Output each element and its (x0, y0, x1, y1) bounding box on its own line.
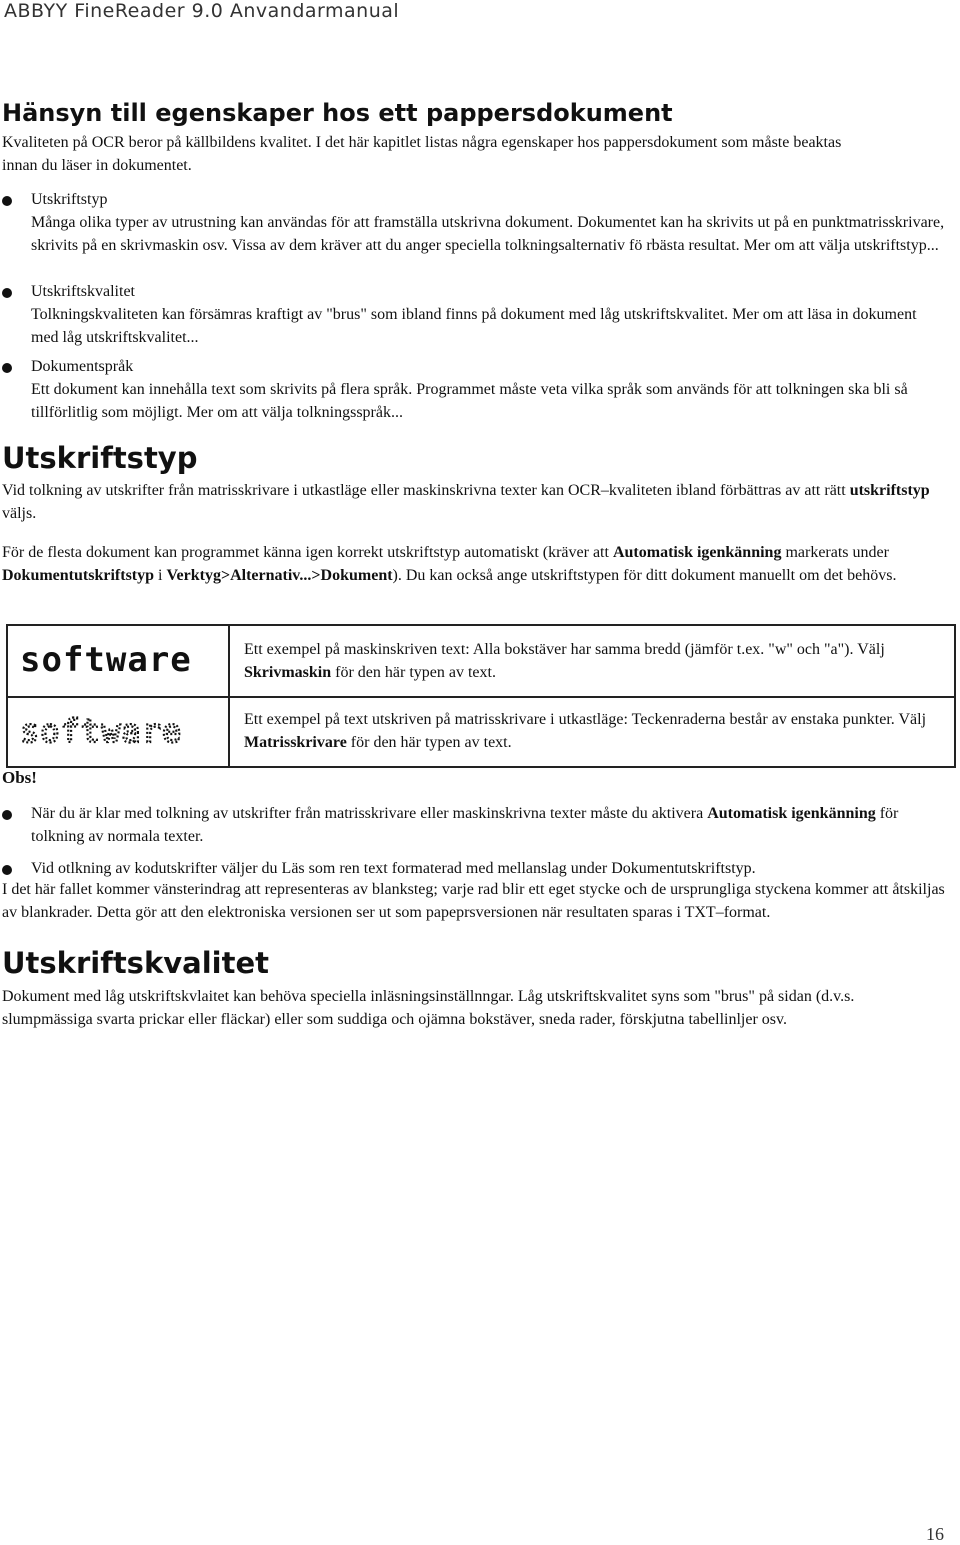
section-heading-paper-properties: Hänsyn till egenskaper hos ett pappersdokument (2, 99, 673, 127)
bold-term: Automatisk igenkänning (707, 805, 876, 822)
plain-text-paragraph: I det här fallet kommer vänsterindrag att representeras av blanksteg; varje rad blir ett eget stycke och de ursprungliga styckena kommer att åtskiljas av blankrader. Detta gör att den elektroniska versionen ser ut som papeprsversionen när resultaten sparas i TXT–format. (2, 881, 945, 921)
print-type-paragraph-1: Vid tolkning av utskrifter från matrisskrivare i utkastläge eller maskinskrivna texter kan OCR–kvaliteten ibland förbättras av att rätt utskriftstyp väljs. (2, 482, 930, 522)
bullet-title[interactable]: Utskriftskvalitet (31, 283, 135, 300)
example-description: Ett exempel på text utskriven på matrisskrivare i utkastläge: Teckenraderna består av enstaka punkter. Välj Matrisskrivare för den här typen av text. (244, 711, 927, 751)
bold-term: Verktyg>Alternativ...>Dokument (166, 567, 393, 584)
intro-line-1: Kvaliteten på OCR beror på källbildens kvalitet. I det här kapitlet listas några egenskaper hos pappersdokument som måste beaktas (2, 134, 842, 151)
document-header-title: ABBYY FineReader 9.0 Anvandarmanual (4, 0, 400, 22)
section-heading-print-type: Utskriftstyp (2, 441, 198, 475)
example-row-dot-matrix (8, 698, 954, 768)
bold-term: utskriftstyp (849, 482, 930, 499)
bold-term: Skrivmaskin (244, 664, 332, 681)
bold-term: Matrisskrivare (244, 734, 347, 751)
page-number: 16 (926, 1524, 944, 1544)
bullet-dot (2, 865, 12, 875)
note-bullet-code-printouts: Vid otlkning av kodutskrifter väljer du Läs som ren text formaterad med mellanslag under Dokumentutskriftstyp. (2, 857, 947, 880)
bullet-dot (2, 810, 12, 820)
bullet-document-language (2, 355, 947, 424)
bold-term: Automatisk igenkänning (612, 544, 782, 561)
bullet-text: Många olika typer av utrustning kan användas för att framställa utskrivna dokument. Dokumentet kan ha skrivits ut på en punktmatrisskrivare, skrivits på en skrivmaskin osv. Vissa av dem kräver att du anger speciella tolkningsalternativ fö rbästa resultat. Mer om att välja utskriftstyp... (31, 214, 945, 254)
bullet-dot (2, 288, 12, 298)
typewriter-sample-word: software (20, 640, 192, 680)
example-row-typewriter (8, 626, 954, 698)
print-quality-paragraph: Dokument med låg utskriftskvlaitet kan behöva speciella inläsningsinställnngar. Låg utskriftskvalitet syns som "brus" på sidan (d.v.s. slumpmässiga svarta prickar eller fläckar) eller som suddiga och ojämna bokstäver, sneda rader, förskjutna tabellinljer osv. (2, 988, 855, 1028)
bold-term: Dokumentutskriftstyp (2, 567, 155, 584)
bullet-print-quality (2, 280, 947, 349)
dot-matrix-sample-image (8, 698, 230, 768)
print-type-paragraph-2: För de flesta dokument kan programmet känna igen korrekt utskriftstyp automatiskt (kräver att Automatisk igenkänning markerats under Dokumentutskriftstyp i Verktyg>Alternativ...>Dokument). Du kan också ange utskriftstypen för ditt dokument manuellt om det behövs. (2, 544, 897, 584)
bullet-dot (2, 363, 12, 373)
section-heading-print-quality: Utskriftskvalitet (2, 946, 269, 980)
typewriter-sample-image (8, 626, 230, 696)
bullet-text: Ett dokument kan innehålla text som skrivits på flera språk. Programmet måste veta vilka språk som används för att tolkningen ska bli så tillförlitlig som möjligt. Mer om att välja tolkningsspråk... (31, 381, 908, 421)
note-label: Obs! (2, 768, 37, 787)
bullet-dot (2, 196, 12, 206)
bullet-title[interactable]: Dokumentspråk (31, 358, 134, 375)
bullet-text: Tolkningskvaliteten kan försämras kraftigt av "brus" som ibland finns på dokument med låg utskriftskvalitet. Mer om att läsa in dokument med låg utskriftskvalitet... (31, 306, 917, 346)
bullet-print-type (2, 188, 947, 257)
dot-matrix-sample-word: software (20, 712, 183, 750)
intro-line-2: innan du läser in dokumentet. (2, 157, 192, 174)
bullet-title[interactable]: Utskriftstyp (31, 191, 108, 208)
intro-paragraph (2, 131, 947, 177)
example-description: Ett exempel på maskinskriven text: Alla bokstäver har samma bredd (jämför t.ex. "w" och "a"). Välj Skrivmaskin för den här typen av text. (244, 641, 885, 681)
print-type-examples-table (6, 624, 956, 768)
note-bullet-automatic: När du är klar med tolkning av utskrifter från matrisskrivare eller maskinskrivna texter måste du aktivera Automatisk igenkänning för tolkning av normala texter. (2, 802, 947, 848)
